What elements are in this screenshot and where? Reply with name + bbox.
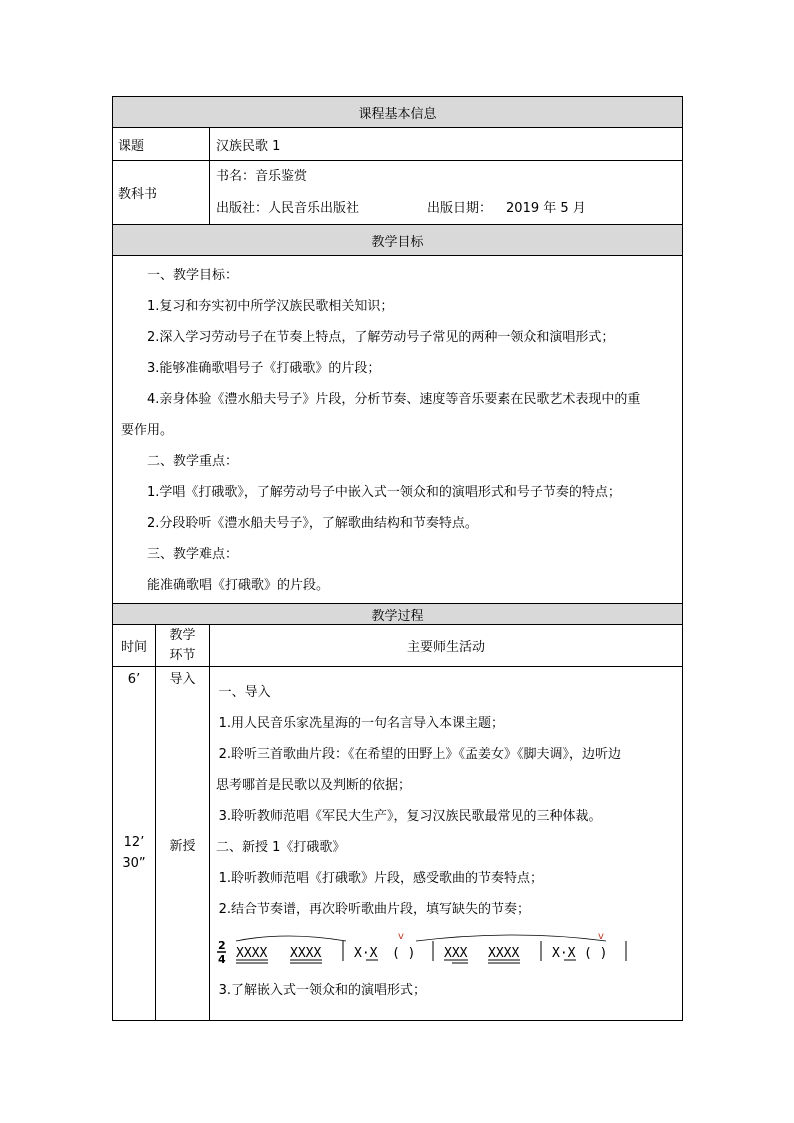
book-name: 书名：音乐鉴赏 (216, 168, 308, 184)
goals-content (113, 256, 683, 604)
goals-line: 2.深入学习劳动号子在节奏上特点，了解劳动号子常见的两种一领众和演唱形式； (147, 330, 615, 345)
goals-line: 一、教学目标： (147, 268, 239, 283)
time-sig-top: 2 (218, 939, 226, 952)
col-stage-line1: 教学 (169, 627, 196, 643)
goals-line: 1.复习和夯实初中所学汉族民歌相关知识； (147, 299, 394, 314)
goals-line: 1.学唱《打硪歌》，了解劳动号子中嵌入式一领众和的演唱形式和号子节奏的特点； (147, 485, 621, 500)
process-header: 教学过程 (113, 604, 683, 625)
course-info-header: 课程基本信息 (113, 97, 683, 128)
goals-line: 要作用。 (121, 423, 174, 438)
goals-header: 教学目标 (113, 225, 683, 256)
rhythm-score-svg (216, 929, 676, 969)
col-stage-header (156, 625, 210, 667)
time-sig-bottom: 4 (218, 953, 226, 966)
rhythm-score (216, 929, 676, 969)
textbook-label: 教科书 (113, 161, 210, 225)
stage-1: 导入 (169, 672, 196, 687)
publisher: 出版社：人民音乐出版社 (216, 200, 360, 216)
col-stage-line2: 环节 (169, 647, 196, 663)
goals-line: 三、教学难点： (147, 547, 239, 562)
measure-4-beat-1: X·X (552, 946, 576, 961)
textbook-info (210, 161, 683, 225)
measure-2-blank: ( ) (392, 946, 416, 961)
activity-line: 3.聆听教师范唱《军民大生产》，复习汉族民歌最常见的三种体裁。 (218, 809, 602, 824)
phrase-arc-1 (236, 936, 346, 941)
measure-2-beat-1: X·X (354, 946, 378, 961)
measure-3-beat-2: XXXX (488, 946, 520, 961)
activity-line: 3.了解嵌入式一领众和的演唱形式； (218, 983, 426, 998)
publisher-line (216, 199, 682, 219)
lesson-plan-table (112, 96, 683, 1021)
measure-1-beat-1: XXXX (236, 946, 268, 961)
time-cell (113, 667, 156, 1021)
topic-label: 课题 (113, 128, 210, 161)
activity-line: 1.用人民音乐家冼星海的一句名言导入本课主题； (218, 716, 504, 731)
goals-line: 4.亲身体验《澧水船夫号子》片段，分析节奏、速度等音乐要素在民歌艺术表现中的重 (147, 392, 641, 407)
publish-date-label: 出版日期： (427, 200, 493, 216)
activity-line: 2.结合节奏谱，再次聆听歌曲片段，填写缺失的节奏； (218, 902, 530, 917)
phrase-arc-2 (416, 935, 606, 941)
measure-3-beat-1: XXX (444, 946, 468, 961)
activity-line: 二、新授 1《打硪歌》 (216, 840, 346, 855)
breath-mark-2: v (598, 931, 604, 942)
time-2-line1: 12’ (123, 835, 145, 850)
activity-line: 1.聆听教师范唱《打硪歌》片段，感受歌曲的节奏特点； (218, 871, 543, 886)
activity-line: 一、导入 (218, 685, 271, 700)
goals-line: 2.分段聆听《澧水船夫号子》，了解歌曲结构和节奏特点。 (147, 516, 478, 531)
stage-cell (156, 667, 210, 1021)
goals-line: 3.能够准确歌唱号子《打硪歌》的片段； (147, 361, 381, 376)
measure-1-beat-2: XXXX (290, 946, 322, 961)
publish-date-value: 2019 年 5 月 (506, 200, 586, 216)
goals-line: 二、教学重点： (147, 454, 239, 469)
measure-4-blank: ( ) (584, 946, 608, 961)
col-time-header: 时间 (113, 625, 156, 667)
col-activity-header: 主要师生活动 (210, 625, 683, 667)
topic-value: 汉族民歌 1 (210, 128, 683, 161)
activity-line: 思考哪首是民歌以及判断的依据； (216, 778, 412, 793)
time-1: 6’ (127, 672, 141, 687)
activity-line: 2.聆听三首歌曲片段：《在希望的田野上》《孟姜女》《脚夫调》，边听边 (218, 747, 621, 762)
activity-cell (210, 667, 683, 1021)
stage-2: 新授 (169, 839, 196, 854)
goals-line: 能准确歌唱《打硪歌》的片段。 (147, 578, 330, 593)
time-2-line2: 30” (122, 856, 146, 871)
breath-mark-1: v (398, 931, 404, 942)
